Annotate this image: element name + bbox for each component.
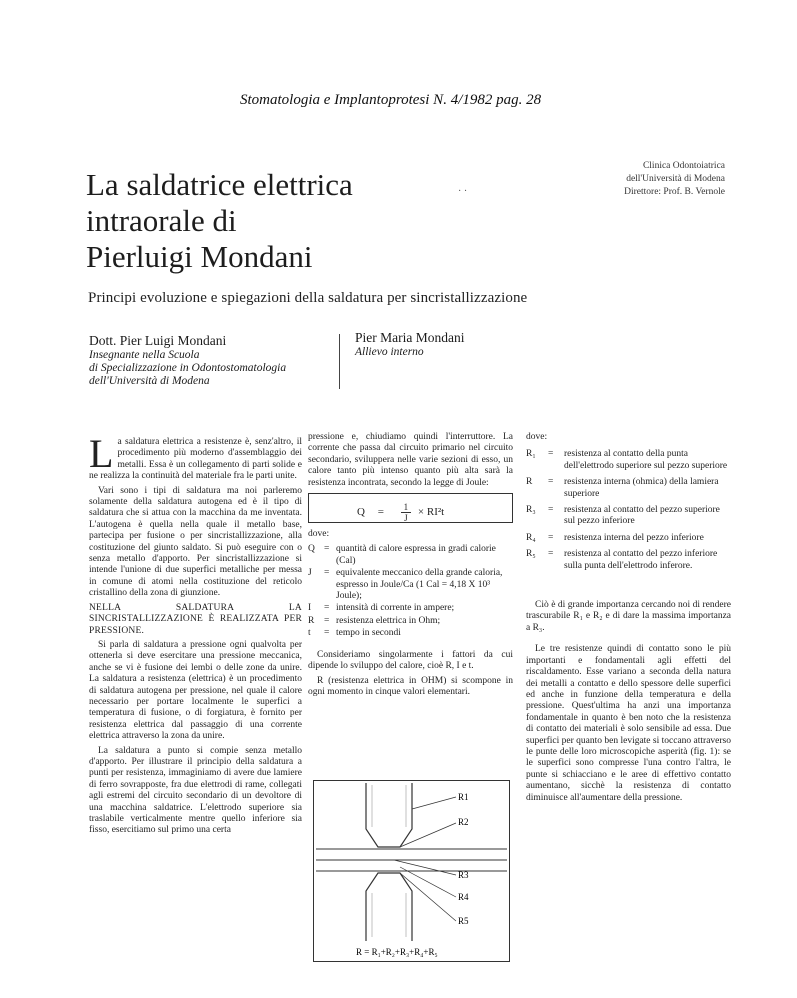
res-equals: = [548,449,554,460]
lower-electrode [366,873,412,941]
paragraph: Consideriamo singolarmente i fattori da cui dipende lo sviluppo del calore, cioè R, I e t. [308,649,513,672]
text-column-3 [526,432,731,807]
title-line: Pierluigi Mondani [86,239,313,274]
leader-r5 [400,873,456,921]
label-r1: R1 [458,792,469,802]
def-symbol: I [308,603,312,614]
definition-row [308,544,513,567]
def-equals: = [324,603,330,614]
res-symbol: R₁ [526,449,536,460]
journal-header: Stomatologia e Implantoprotesi N. 4/1982 pag. 28 [240,92,542,108]
leader-r1 [412,797,456,809]
lower-electrode-shading [372,893,406,937]
paragraph: R (resistenza elettrica in OHM) si scompone in ogni momento in cinque valori elementari. [308,675,513,697]
author-block [355,331,555,359]
formula-equals: = [377,506,384,519]
definition-row [308,568,513,602]
paragraph: Le tre resistenze quindi di contatto sono le più importanti e fondamentali agli effetti del riscaldamento. Esse variano a seconda della natura dei metalli a contatto e dello spessore delle superfici ed anche in funzione della temperatura e della pressione. Quest'ultima ha anzi una importanza fondamentale in quanto è ben noto che la resistenza di contatto dei materiali è solo sensibile ad essa. Due superfici per quanto ben levigate si toccano attraverso le punte delle loro microscopiche asperità (fig. 1): se le superfici sono compresse l'una contro l'altra, le punte si schiacciano e le aree di effettivo contatto aumentano, sicchè la resistenza di contatto diminuisce all'aumentare della pressione. [526,644,731,803]
def-text: intensità di corrente in ampere; [336,603,455,614]
definition-row [308,616,513,627]
resistance-equation: R = R₁+R₂+R₃+R₄+R₅ [356,947,438,957]
paragraph: pressione e, chiudiamo quindi l'interruttore. La corrente che passa dal circuito primario nel circuito secondario, sviluppera nelle varie sezioni di esso, un calore tanto più intenso quanto più alta sarà la resistenza incontrata, secondo la legge di Joule: [308,432,513,488]
resistance-list [526,449,731,572]
dove-label: dove: [526,432,548,442]
paragraph: Ciò è di grande importanza cercando noi di rendere trascurabile R₁ e R₂ e di dare la massima importanza a R₃. [526,600,731,633]
paragraph: La saldatura a punto si compie senza metallo d'apporto. Per illustrare il principio della saldatura a punti per resistenza, immaginiamo di avere due lamiere di ferro sovrapposte, fra due elettrodi di rame, collegati agli estremi del circuito secondario di un devoltore di una macchina saldatrice. L'elettrodo superiore sia traslabile verticalmente mentre quello inferiore sia fisso, esercitiamo sul primo una certa [89,745,302,836]
label-r4: R4 [458,892,469,902]
label-r3: R3 [458,870,469,880]
formula-fraction [401,502,412,523]
res-equals: = [548,505,554,516]
resistance-row [526,477,731,500]
affiliation-line: Clinica Odontoiatrica [642,161,725,171]
joule-formula [308,493,513,523]
label-r5: R5 [458,916,469,926]
scan-mark: · · [458,186,468,197]
resistance-row [526,449,731,472]
res-equals: = [548,532,554,543]
def-equals: = [324,615,330,626]
res-text: resistenza al contatto del pezzo inferiore sulla punta dell'elettrodo inferore. [564,549,718,571]
resistance-row [526,505,731,528]
title-line: La saldatrice elettrica [86,167,353,202]
formula-rhs: × RI²t [417,506,445,519]
author-role: dell'Università di Modena [89,375,210,387]
upper-electrode [366,783,412,847]
author-name: Dott. Pier Luigi Mondani [89,333,227,348]
resistance-row [526,549,731,572]
text-column-2 [308,432,513,701]
formula-denominator: J [404,513,408,524]
def-equals: = [324,568,330,579]
formula-lhs: Q [357,506,365,519]
res-text: resistenza interna (ohmica) della lamiera superiore [564,477,719,499]
definition-row [308,628,513,639]
affiliation-line: Direttore: Prof. B. Vernole [624,187,725,197]
def-symbol: R [308,615,315,626]
affiliation-block [577,160,725,199]
def-text: resistenza elettrica in Ohm; [336,615,441,626]
def-text: equivalente meccanico della grande caloria, espresso in Joule/Ca (1 Cal = 4,18 X 10³ Joule); [336,568,503,602]
def-equals: = [324,544,330,555]
author-role: di Specializzazione in Odontostomatologia [89,362,287,374]
definition-row [308,603,513,614]
def-text: quantità di calore espressa in gradi calorie (Cal) [336,544,496,566]
article-subtitle: Principi evoluzione e spiegazioni della saldatura per sincristallizzazione [88,290,528,306]
def-symbol: Q [308,544,315,555]
res-equals: = [548,549,554,560]
res-symbol: R₄ [526,532,536,543]
def-symbol: J [308,568,312,579]
section-heading: NELLA SALDATURA LA SINCRISTALLIZZAZIONE È REALIZZATA PER PRESSIONE. [89,602,302,636]
formula-numerator: 1 [401,502,412,513]
text-column-1 [89,431,302,840]
leader-r3 [394,860,456,875]
upper-electrode-shading [372,785,406,827]
author-role: Insegnante nella Scuola [89,349,200,361]
def-symbol: t [308,628,311,639]
res-text: resistenza al contatto della punta dell'elettrodo superiore sul pezzo superiore [564,449,728,471]
res-equals: = [548,477,554,488]
author-block [89,334,339,388]
res-symbol: R₃ [526,505,536,516]
dove-label: dove: [308,529,330,540]
label-r2: R2 [458,817,469,827]
author-name: Pier Maria Mondani [355,330,465,345]
drop-cap: L [89,431,114,476]
author-divider [339,334,340,389]
title-line: intraorale di [86,203,237,238]
res-text: resistenza interna del pezzo inferiore [564,532,704,543]
article-title [86,167,353,275]
electrode-figure [313,780,510,962]
res-text: resistenza al contatto del pezzo superiore sul pezzo inferiore [564,505,720,527]
res-symbol: R₅ [526,549,536,560]
paragraph: Si parla di saldatura a pressione ogni qualvolta per ottenerla si deve esercitare una pressione meccanica, anche se vi è fusione dei lembi o delle zone da unire. La saldatura a resistenza (elettrica) è un procedimento di saldatura autogena per pressione, nel quale il calore necessario per portare localmente le superfici a temperatura di fusione, o di forgiatura, è fornito per resistenza elettrica dal passaggio di una corrente elettrica attraverso la zona da unire. [89,639,302,742]
author-role: Allievo interno [355,346,424,358]
affiliation-line: dell'Università di Modena [626,174,725,184]
paragraph-text: a saldatura elettrica a resistenze è, senz'altro, il procedimento più moderno d'assemblaggio dei metalli. Essa è un collegamento di parti solide e ne realizza la continuità del materiale fra le parti unite. [89,437,302,482]
paragraph: Vari sono i tipi di saldatura ma noi parleremo solamente della saldatura autogena ed è il tipo di saldatura che si attua con la macchina da me inventata. L'autogena è quella nella quale il metallo base, partecipa per fusione o per sincristallizzazione, alla costituzione del giunto saldato. Si può eseguire con o senza metallo d'apporto. Per sincristallizzazione si intende l'unione di due superfici metalliche per messa in comune di atomi nella costituzione del reticolo cristallino della zona di giunzione. [89,485,302,599]
def-text: tempo in secondi [336,628,401,639]
res-symbol: R [526,477,533,488]
resistance-row [526,533,731,544]
definition-list [308,544,513,639]
def-equals: = [324,628,330,639]
electrode-diagram [314,781,509,961]
paragraph [89,431,302,483]
